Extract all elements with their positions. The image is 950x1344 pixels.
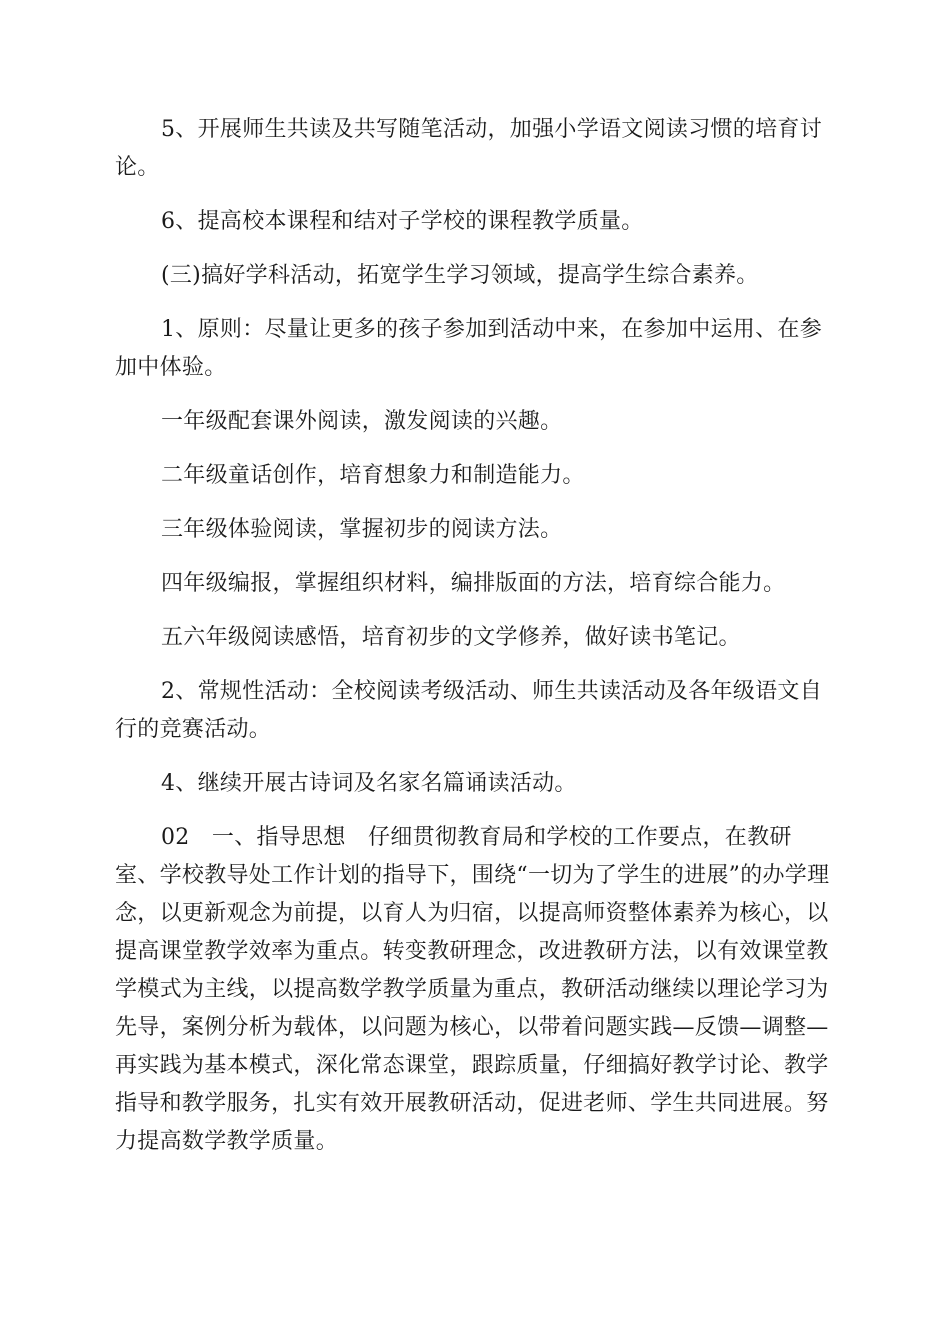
paragraph-regular-activities: 2、常规性活动：全校阅读考级活动、师生共读活动及各年级语文自行的竞赛活动。 bbox=[115, 679, 822, 742]
paragraph-grade-three: 三年级体验阅读，掌握初步的阅读方法。 bbox=[161, 517, 563, 542]
paragraph-grade-four: 四年级编报，掌握组织材料，编排版面的方法，培育综合能力。 bbox=[161, 571, 786, 596]
paragraph-poetry-recitation: 4、继续开展古诗词及名家名篇诵读活动。 bbox=[161, 771, 577, 796]
paragraph-course-quality: 6、提高校本课程和结对子学校的课程教学质量。 bbox=[161, 209, 644, 234]
paragraph-grade-two: 二年级童话创作，培育想象力和制造能力。 bbox=[161, 463, 585, 488]
paragraph-reading-habits: 5、开展师生共读及共写随笔活动，加强小学语文阅读习惯的培育讨论。 bbox=[115, 117, 822, 180]
paragraph-grade-five-six: 五六年级阅读感悟，培育初步的文学修养，做好读书笔记。 bbox=[161, 625, 741, 650]
paragraph-subject-activities: (三)搞好学科活动，拓宽学生学习领域，提高学生综合素养。 bbox=[161, 263, 759, 288]
paragraph-principle: 1、原则：尽量让更多的孩子参加到活动中来，在参加中运用、在参加中体验。 bbox=[115, 317, 822, 380]
paragraph-guiding-ideology: 02 一、指导思想 仔细贯彻教育局和学校的工作要点，在教研室、学校教导处工作计划的指导下，围绕“一切为了学生的进展”的办学理念，以更新观念为前提，以育人为归宿，以提高师资整体素养为核心，以提高课堂教学效率为重点。转变教研理念，改进教研方法，以有效课堂教学模式为主线，以提高数学教学质量为重点，教研活动继续以理论学习为先导，案例分析为载体，以问题为核心，以带着问题实践—反馈—调整—再实践为基本模式，深化常态课堂，跟踪质量，仔细搞好教学讨论、教学指导和教学服务，扎实有效开展教研活动，促进老师、学生共同进展。努力提高数学教学质量。 bbox=[115, 825, 830, 1154]
document-body bbox=[115, 111, 835, 1177]
paragraph-grade-one: 一年级配套课外阅读，激发阅读的兴趣。 bbox=[161, 409, 563, 434]
